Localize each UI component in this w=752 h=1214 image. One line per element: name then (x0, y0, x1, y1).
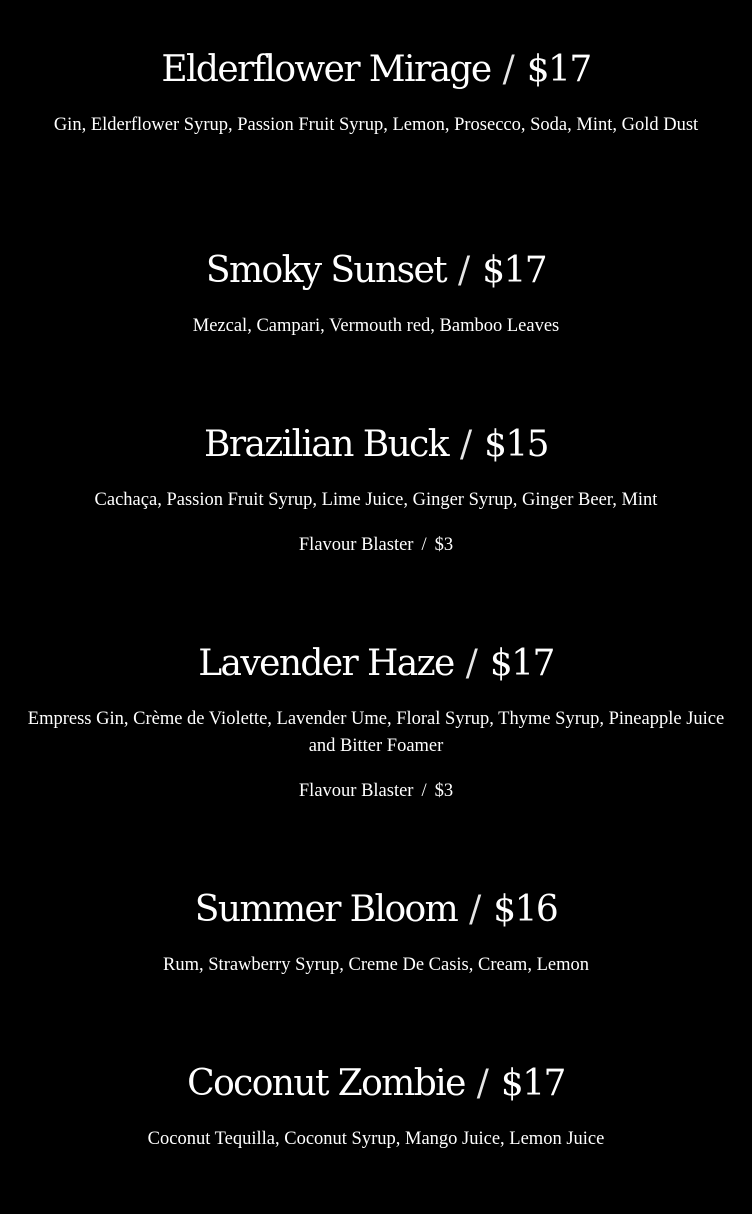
menu-item-elderflower-mirage (0, 48, 752, 139)
menu-item-title (0, 1062, 752, 1106)
menu-item-price: $17 (489, 643, 554, 684)
menu-item-name: Elderflower Mirage (161, 49, 491, 90)
menu-item-ingredients: Rum, Strawberry Syrup, Creme De Casis, Cream, Lemon (163, 955, 589, 975)
price-separator: / (502, 49, 515, 90)
menu-item-name: Lavender Haze (198, 643, 454, 684)
menu-item-lavender-haze (0, 642, 752, 805)
price-separator: / (476, 1063, 489, 1104)
menu-item-name: Smoky Sunset (205, 250, 447, 291)
price-separator: / (465, 643, 478, 684)
menu-item-name: Brazilian Buck (203, 424, 448, 465)
addon-label: Flavour Blaster (298, 781, 414, 801)
addon-separator: / (421, 535, 427, 555)
menu-item-price: $15 (484, 424, 548, 465)
menu-item-ingredients: Coconut Tequilla, Coconut Syrup, Mango Juice, Lemon Juice (147, 1129, 605, 1149)
menu-item-price: $17 (500, 1063, 565, 1104)
menu-item-ingredients: Empress Gin, Crème de Violette, Lavender Ume, Floral Syrup, Thyme Syrup, Pineapple Juice and Bitter Foamer (27, 709, 725, 756)
menu-item-title (0, 249, 752, 293)
price-separator: / (458, 250, 471, 291)
addon-price: $3 (434, 535, 454, 555)
addon-separator: / (421, 781, 427, 801)
menu-item-ingredients: Gin, Elderflower Syrup, Passion Fruit Syrup, Lemon, Prosecco, Soda, Mint, Gold Dust (53, 115, 699, 135)
menu-item-title (0, 423, 752, 467)
menu-item-title (0, 888, 752, 932)
addon-line (0, 532, 752, 559)
menu-item-smoky-sunset (0, 249, 752, 340)
price-separator: / (459, 424, 473, 465)
menu-item-summer-bloom (0, 888, 752, 979)
addon-line (0, 778, 752, 805)
addon-label: Flavour Blaster (298, 535, 414, 555)
menu-item-ingredients: Cachaça, Passion Fruit Syrup, Lime Juice, Ginger Syrup, Ginger Beer, Mint (94, 490, 658, 510)
menu-item-title (0, 48, 752, 92)
menu-item-price: $17 (526, 49, 591, 90)
menu-item-price: $17 (482, 250, 547, 291)
menu-item-ingredients: Mezcal, Campari, Vermouth red, Bamboo Leaves (192, 316, 560, 336)
menu-item-price: $16 (493, 889, 558, 930)
addon-price: $3 (434, 781, 454, 801)
menu-item-title (0, 642, 752, 686)
menu-item-name: Summer Bloom (194, 889, 458, 930)
menu-item-coconut-zombie (0, 1062, 752, 1153)
price-separator: / (469, 889, 482, 930)
menu-item-brazilian-buck (0, 423, 752, 559)
menu-item-name: Coconut Zombie (187, 1063, 465, 1104)
